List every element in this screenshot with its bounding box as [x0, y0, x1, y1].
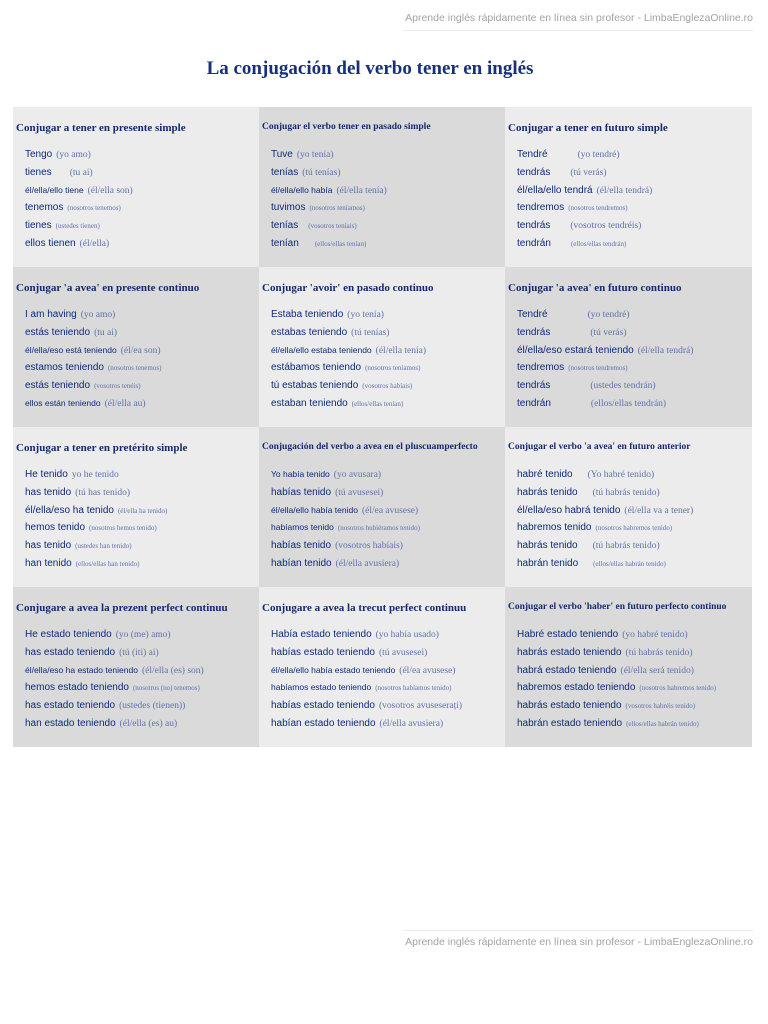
verb-form: tendrás: [517, 166, 551, 178]
translation: (nosotros (no) tenemos): [132, 684, 200, 693]
verb-form: han tenido: [25, 557, 72, 569]
translation: (vosotros habréis tenido): [625, 702, 696, 711]
conjugation-row: [517, 167, 752, 185]
translation: yo he tenido: [71, 470, 119, 480]
translation: (él/ella (es) son): [141, 665, 204, 676]
verb-form: has estado teniendo: [25, 700, 116, 712]
verb-form: habían estado teniendo: [271, 717, 376, 729]
conjugation-row: [271, 185, 505, 203]
conjugation-row: [517, 469, 752, 487]
verb-form: habrán estado teniendo: [517, 717, 623, 729]
cell-title: Conjugar el verbo 'haber' en futuro perfecto continuo: [508, 602, 727, 612]
translation: (nosotros tendremos): [568, 364, 628, 373]
conjugation-row: [517, 380, 752, 398]
conjugation-row: [271, 220, 505, 238]
translation: (él/ea son): [120, 345, 161, 356]
conjugation-row: [25, 505, 259, 523]
translation: (él/ella): [79, 238, 110, 249]
cell-title: Conjugar 'avoir' en pasado continuo: [262, 282, 434, 294]
conjugation-list: [25, 149, 259, 256]
conjugation-row: [517, 362, 752, 380]
verb-form: tendrán: [517, 237, 551, 249]
translation: (ellos/ellas tenían): [351, 399, 404, 408]
translation: (ellos/ellas tendrán): [570, 239, 627, 248]
conjugation-row: [271, 522, 505, 540]
verb-form: has tenido: [25, 486, 72, 498]
conjugation-row: [25, 345, 259, 363]
verb-form: Tuve: [271, 149, 293, 160]
translation: (él/ella (es) au): [119, 718, 178, 729]
conjugation-cell: [13, 587, 259, 747]
conjugation-list: [517, 629, 752, 736]
verb-form: él/ella/eso habrá tenido: [517, 504, 621, 516]
conjugation-row: [25, 558, 259, 576]
translation: (él/ella au): [104, 398, 146, 409]
conjugation-cell: [259, 107, 505, 267]
conjugation-row: [25, 398, 259, 416]
translation: (ustedes han tenido): [75, 542, 132, 551]
conjugation-row: [517, 540, 752, 558]
verb-form: Habré estado teniendo: [517, 629, 619, 640]
conjugation-row: [517, 327, 752, 345]
conjugation-row: [25, 167, 259, 185]
verb-form: habíamos estado teniendo: [271, 682, 372, 693]
verb-form: habías estado teniendo: [271, 646, 375, 658]
translation: (él/ea avusese): [361, 505, 419, 516]
translation: (él/ella avusiera): [379, 718, 444, 729]
translation: (vosotros habíais): [335, 541, 403, 552]
verb-form: habrás estado teniendo: [517, 700, 622, 712]
translation: (él/ella ha tenido): [117, 506, 168, 515]
verb-form: habremos estado teniendo: [517, 682, 636, 694]
translation: (él/ella avusiera): [335, 558, 400, 569]
verb-form: hemos tenido: [25, 522, 86, 534]
conjugation-row: [271, 238, 505, 256]
verb-form: tendrás: [517, 380, 551, 392]
verb-form: tenemos: [25, 202, 64, 214]
verb-form: habían tenido: [271, 557, 332, 569]
verb-form: habremos tenido: [517, 522, 592, 534]
conjugation-row: [271, 558, 505, 576]
translation: (yo tendré): [577, 150, 620, 160]
verb-form: él/ella/eso ha estado teniendo: [25, 664, 138, 675]
conjugation-row: [517, 522, 752, 540]
translation: (él/ea avusese): [399, 665, 456, 676]
translation: (nosotros tenemos): [107, 364, 162, 373]
translation: (tu ai): [94, 327, 118, 338]
translation: (yo amo): [56, 150, 91, 160]
conjugation-row: [271, 647, 505, 665]
cell-title: Conjugar a tener en futuro simple: [508, 122, 668, 134]
verb-form: él/ella/ello había estado teniendo: [271, 664, 396, 675]
verb-form: tendrás: [517, 220, 551, 232]
cell-title: Conjugar 'a avea' en futuro continuo: [508, 282, 682, 294]
translation: (tú verás): [590, 327, 627, 338]
verb-form: tendremos: [517, 362, 565, 374]
verb-form: habías tenido: [271, 486, 332, 498]
verb-form: tendrás: [517, 326, 551, 338]
page-title: La conjugación del verbo tener en inglés: [206, 58, 534, 79]
verb-form: habías estado teniendo: [271, 700, 375, 712]
conjugation-row: [25, 327, 259, 345]
verb-form: tienes: [25, 220, 52, 232]
verb-form: has estado teniendo: [25, 646, 116, 658]
verb-form: ellos están teniendo: [25, 397, 101, 408]
translation: (nosotros habíamos tenido): [375, 684, 452, 693]
verb-form: habré tenido: [517, 469, 573, 480]
verb-form: estás teniendo: [25, 326, 91, 338]
translation: (yo amo): [80, 310, 116, 320]
verb-form: estábamos teniendo: [271, 362, 362, 374]
verb-form: habíamos tenido: [271, 522, 334, 533]
translation: (vosotros tendréis): [570, 221, 642, 232]
conjugation-row: [25, 238, 259, 256]
verb-form: él/ella/eso estará teniendo: [517, 344, 634, 356]
conjugation-cell: [259, 267, 505, 427]
conjugation-row: [271, 362, 505, 380]
translation: (vosotros tenéis): [94, 382, 141, 391]
translation: (ellos/ellas tenían): [314, 239, 367, 248]
translation: (nosotros hubiéramos tenido): [337, 524, 420, 533]
conjugation-row: [271, 682, 505, 700]
translation: (él/ella tendrá): [596, 185, 653, 196]
cell-title: Conjugar a tener en presente simple: [16, 122, 186, 134]
conjugation-row: [25, 185, 259, 203]
translation: (yo tenía): [296, 150, 334, 160]
conjugation-row: [517, 309, 752, 327]
translation: (tú has tenido): [75, 487, 131, 498]
conjugation-row: [517, 558, 752, 576]
translation: (Yo habré tenido): [587, 470, 655, 480]
conjugation-row: [25, 487, 259, 505]
conjugation-row: [271, 629, 505, 647]
verb-form: Estaba teniendo: [271, 309, 344, 320]
translation: (ellos/ellas habrán tenido): [626, 719, 699, 728]
conjugation-cell: [13, 427, 259, 587]
verb-form: estaban teniendo: [271, 397, 348, 409]
conjugation-cell: [505, 587, 752, 747]
conjugation-row: [25, 220, 259, 238]
conjugation-row: [271, 345, 505, 363]
page-footer: Aprende inglés rápidamente en línea sin profesor - LimbaEnglezaOnline.ro: [403, 930, 753, 948]
conjugation-row: [25, 647, 259, 665]
verb-form: Tendré: [517, 149, 548, 160]
conjugation-row: [271, 202, 505, 220]
translation: (él/ella son): [87, 185, 133, 196]
translation: (ellos/ellas tendrán): [590, 398, 667, 409]
verb-form: habrás tenido: [517, 540, 578, 552]
verb-form: tienes: [25, 166, 52, 178]
conjugation-row: [271, 167, 505, 185]
verb-form: habías tenido: [271, 540, 332, 552]
verb-form: Tengo: [25, 149, 53, 160]
verb-form: He estado teniendo: [25, 629, 112, 640]
cell-title: Conjugar el verbo tener en pasado simple: [262, 122, 431, 132]
verb-form: tú estabas teniendo: [271, 380, 359, 392]
translation: (él/ella tenía): [375, 345, 427, 356]
verb-form: él/ella/ello tiene: [25, 184, 84, 195]
verb-form: estamos teniendo: [25, 362, 104, 374]
translation: (yo habré tenido): [622, 630, 688, 640]
conjugation-row: [271, 309, 505, 327]
conjugation-list: [271, 469, 505, 576]
verb-form: tendremos: [517, 202, 565, 214]
verb-form: tenían: [271, 237, 299, 249]
conjugation-row: [25, 700, 259, 718]
conjugation-row: [25, 540, 259, 558]
conjugation-list: [25, 469, 259, 576]
translation: (ustedes (tienen)): [119, 701, 186, 712]
translation: (tú avusesei): [378, 647, 428, 658]
conjugation-row: [517, 238, 752, 256]
translation: (nosotros tenemos): [67, 204, 121, 213]
verb-form: tenías: [271, 166, 299, 178]
translation: (yo tenía): [347, 310, 384, 320]
translation: (tú habrás tenido): [625, 647, 693, 658]
conjugation-list: [517, 149, 752, 256]
conjugation-row: [517, 149, 752, 167]
conjugation-row: [271, 505, 505, 523]
translation: (nosotros teníamos): [365, 364, 421, 373]
verb-form: He tenido: [25, 469, 68, 480]
translation: (nosotros hemos tenido): [89, 524, 157, 533]
verb-form: él/ella/ello estaba teniendo: [271, 344, 372, 355]
translation: (yo tendré): [587, 310, 630, 320]
conjugation-row: [517, 700, 752, 718]
conjugation-row: [271, 718, 505, 736]
conjugation-list: [25, 309, 259, 416]
translation: (él/ella tenía): [336, 185, 387, 196]
cell-title: Conjugare a avea la prezent perfect continuu: [16, 602, 228, 614]
conjugation-list: [25, 629, 259, 736]
conjugation-row: [517, 505, 752, 523]
translation: (tu ai): [69, 167, 93, 178]
conjugation-row: [271, 665, 505, 683]
conjugation-cell: [505, 107, 752, 267]
page-header: Aprende inglés rápidamente en línea sin profesor - LimbaEnglezaOnline.ro: [403, 5, 753, 31]
conjugation-row: [25, 309, 259, 327]
conjugation-list: [271, 309, 505, 416]
conjugation-row: [517, 647, 752, 665]
conjugation-grid: [13, 107, 752, 747]
conjugation-row: [25, 522, 259, 540]
conjugation-cell: [505, 427, 752, 587]
cell-title: Conjugar a tener en pretérito simple: [16, 442, 188, 454]
conjugation-row: [271, 700, 505, 718]
conjugation-row: [25, 682, 259, 700]
cell-title: Conjugare a avea la trecut perfect continuu: [262, 602, 467, 614]
translation: (ellos/ellas han tenido): [75, 559, 140, 568]
translation: (ellos/ellas habrán tenido): [593, 559, 666, 568]
translation: (él/ella va a tener): [624, 505, 694, 516]
conjugation-list: [271, 629, 505, 736]
verb-form: él/ella/ello había: [271, 184, 333, 195]
translation: (yo había usado): [375, 630, 439, 640]
verb-form: estabas teniendo: [271, 326, 348, 338]
conjugation-cell: [13, 267, 259, 427]
conjugation-row: [517, 202, 752, 220]
conjugation-row: [271, 398, 505, 416]
translation: (él/ella tendrá): [637, 345, 694, 356]
conjugation-row: [271, 149, 505, 167]
translation: (vosotros avuseserați): [378, 701, 463, 712]
verb-form: Yo había tenido: [271, 469, 330, 479]
translation: (tú tenías): [351, 327, 390, 338]
conjugation-row: [517, 682, 752, 700]
cell-title: Conjugar el verbo 'a avea' en futuro anterior: [508, 442, 691, 452]
conjugation-row: [25, 469, 259, 487]
translation: (tú tenías): [302, 167, 341, 178]
verb-form: él/ella/ello tendrá: [517, 184, 593, 196]
conjugation-row: [517, 718, 752, 736]
translation: (tú habrás tenido): [592, 541, 660, 552]
conjugation-row: [271, 487, 505, 505]
conjugation-list: [517, 469, 752, 576]
conjugation-row: [271, 469, 505, 487]
verb-form: habrá estado teniendo: [517, 664, 617, 676]
conjugation-row: [25, 362, 259, 380]
cell-title: Conjugar 'a avea' en presente continuo: [16, 282, 200, 294]
cell-title: Conjugación del verbo a avea en el pluscuamperfecto: [262, 442, 478, 452]
translation: (ustedes tendrán): [590, 381, 656, 392]
translation: (tú verás): [570, 167, 607, 178]
translation: (ustedes tienen): [55, 222, 100, 231]
translation: (nosotros habremos tenido): [639, 684, 717, 693]
verb-form: has tenido: [25, 540, 72, 552]
conjugation-list: [517, 309, 752, 416]
verb-form: tendrán: [517, 397, 551, 409]
conjugation-row: [517, 629, 752, 647]
conjugation-row: [25, 718, 259, 736]
verb-form: él/ella/ello había tenido: [271, 504, 358, 515]
translation: (tú avusesei): [335, 487, 384, 498]
conjugation-row: [25, 665, 259, 683]
conjugation-row: [517, 398, 752, 416]
translation: (él/ella será tenido): [620, 665, 694, 676]
conjugation-row: [517, 487, 752, 505]
verb-form: Tendré: [517, 309, 548, 320]
conjugation-row: [517, 345, 752, 363]
conjugation-row: [271, 380, 505, 398]
verb-form: han estado teniendo: [25, 717, 116, 729]
verb-form: hemos estado teniendo: [25, 682, 129, 694]
conjugation-cell: [13, 107, 259, 267]
conjugation-row: [25, 380, 259, 398]
translation: (nosotros tendremos): [568, 204, 628, 213]
verb-form: ellos tienen: [25, 237, 76, 249]
verb-form: Había estado teniendo: [271, 629, 372, 640]
conjugation-row: [25, 149, 259, 167]
conjugation-row: [271, 327, 505, 345]
verb-form: estás teniendo: [25, 380, 91, 392]
verb-form: él/ella/eso ha tenido: [25, 504, 114, 516]
conjugation-row: [517, 665, 752, 683]
verb-form: tenías: [271, 220, 299, 232]
conjugation-row: [25, 629, 259, 647]
translation: (yo (me) amo): [115, 630, 171, 640]
translation: (tú habrás tenido): [592, 487, 660, 498]
conjugation-row: [517, 185, 752, 203]
translation: (vosotros teníais): [308, 222, 357, 231]
conjugation-cell: [259, 587, 505, 747]
verb-form: I am having: [25, 309, 77, 320]
translation: (tú (iti) ai): [119, 647, 159, 658]
verb-form: él/ella/eso está teniendo: [25, 344, 117, 355]
verb-form: tuvimos: [271, 202, 306, 214]
translation: (vosotros habíais): [362, 382, 413, 391]
conjugation-cell: [259, 427, 505, 587]
conjugation-cell: [505, 267, 752, 427]
conjugation-list: [271, 149, 505, 256]
translation: (yo avusara): [333, 470, 381, 480]
conjugation-row: [517, 220, 752, 238]
verb-form: habrás tenido: [517, 486, 578, 498]
conjugation-row: [25, 202, 259, 220]
verb-form: habrás estado teniendo: [517, 646, 622, 658]
translation: (nosotros teníamos): [309, 204, 365, 213]
translation: (nosotros habremos tenido): [595, 524, 673, 533]
verb-form: habrán tenido: [517, 557, 579, 569]
conjugation-row: [271, 540, 505, 558]
